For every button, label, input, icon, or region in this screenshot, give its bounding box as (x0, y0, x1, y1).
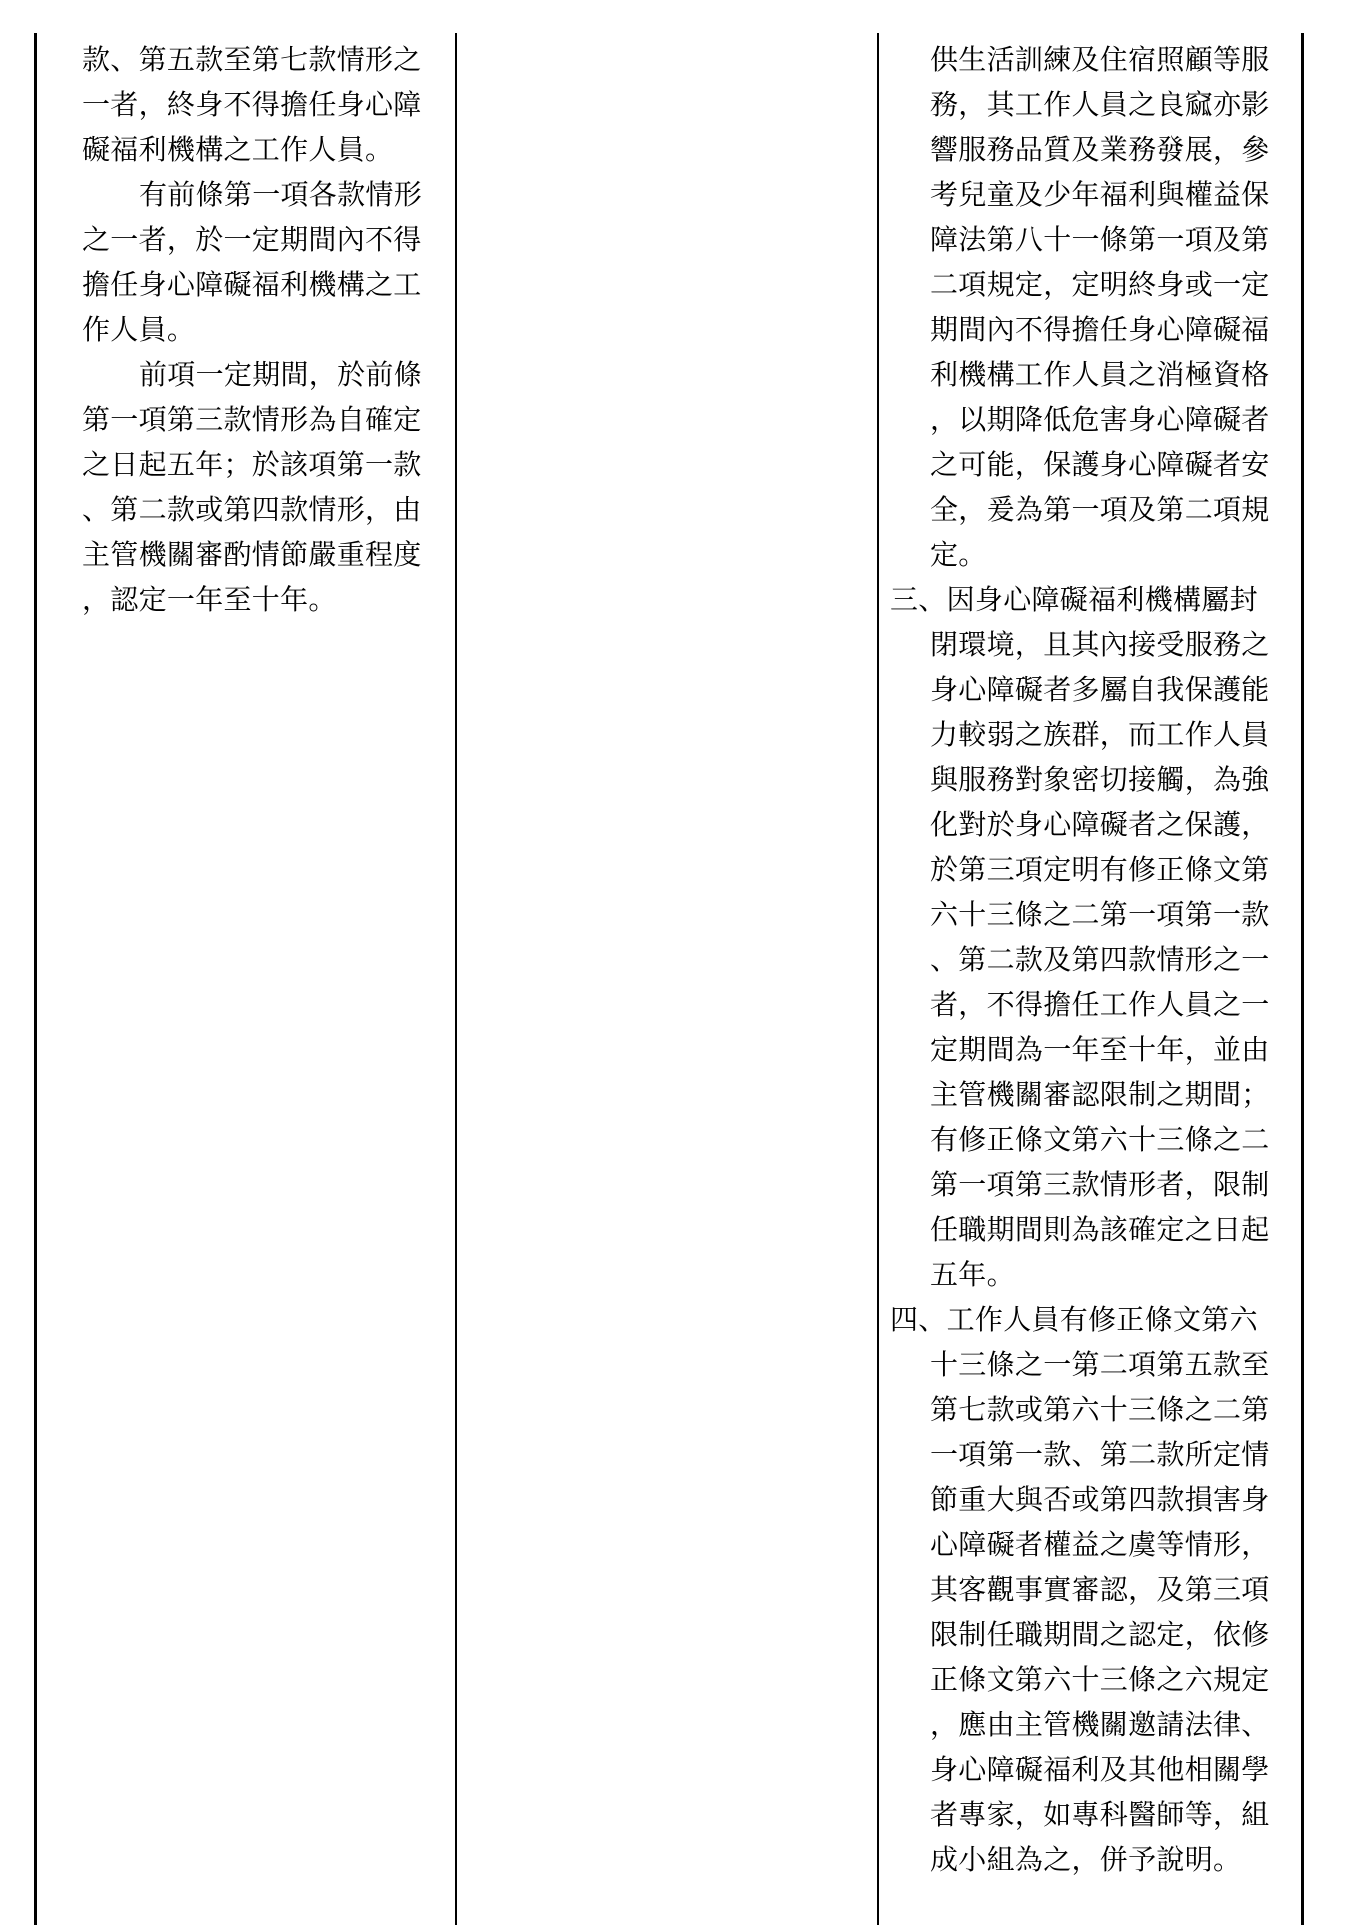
text-line: 其客觀事實審認，及第三項 (930, 1573, 1270, 1606)
text-line: 力較弱之族群，而工作人員 (930, 718, 1270, 751)
text-line: 擔任身心障礙福利機構之工 (82, 268, 422, 301)
text-line: 響服務品質及業務發展，參 (930, 133, 1270, 166)
text-line: 之可能，保護身心障礙者安 (930, 448, 1270, 481)
text-line: ，以期降低危害身心障礙者 (930, 403, 1270, 436)
text-line: ，認定一年至十年。 (82, 583, 337, 616)
text-line: 之一者，於一定期間內不得 (82, 223, 422, 256)
text-line: 主管機關審認限制之期間； (930, 1078, 1270, 1111)
text-line: 有修正條文第六十三條之二 (930, 1123, 1270, 1156)
text-line: 利機構工作人員之消極資格 (930, 358, 1270, 391)
text-line: ，應由主管機關邀請法律、 (930, 1708, 1270, 1741)
text-line: 十三條之一第二項第五款至 (930, 1348, 1270, 1381)
list-item-3-head: 三、因身心障礙福利機構屬封 (890, 583, 1258, 616)
text-line: 務，其工作人員之良窳亦影 (930, 88, 1270, 121)
text-line: 者，不得擔任工作人員之一 (930, 988, 1270, 1021)
text-line: 第一項第三款情形為自確定 (82, 403, 422, 436)
text-line: 與服務對象密切接觸，為強 (930, 763, 1270, 796)
text-line: 礙福利機構之工作人員。 (82, 133, 394, 166)
column-divider-1 (455, 33, 457, 1925)
explanation-column (890, 37, 1290, 1882)
text-line: 正條文第六十三條之六規定 (930, 1663, 1270, 1696)
text-line: 五年。 (930, 1258, 1015, 1291)
text-line: 定期間為一年至十年，並由 (930, 1033, 1270, 1066)
text-line: 身心障礙者多屬自我保護能 (930, 673, 1270, 706)
text-line: 心障礙者權益之虞等情形， (930, 1528, 1270, 1561)
text-line: 第七款或第六十三條之二第 (930, 1393, 1270, 1426)
text-line: 節重大與否或第四款損害身 (930, 1483, 1270, 1516)
text-line: 成小組為之，併予說明。 (930, 1843, 1242, 1876)
text-line: 六十三條之二第一項第一款 (930, 898, 1270, 931)
text-line: 全，爰為第一項及第二項規 (930, 493, 1270, 526)
column-divider-2 (877, 33, 879, 1925)
text-line: 款、第五款至第七款情形之 (82, 43, 422, 76)
text-line: 考兒童及少年福利與權益保 (930, 178, 1270, 211)
paragraph-start-line: 有前條第一項各款情形 (139, 178, 423, 211)
list-item-4-head: 四、工作人員有修正條文第六 (890, 1303, 1258, 1336)
table-border-right (1301, 33, 1304, 1925)
text-line: 限制任職期間之認定，依修 (930, 1618, 1270, 1651)
table-border-left (34, 33, 37, 1925)
text-line: 主管機關審酌情節嚴重程度 (82, 538, 422, 571)
text-line: 定。 (930, 538, 987, 571)
text-line: 障法第八十一條第一項及第 (930, 223, 1270, 256)
text-line: 於第三項定明有修正條文第 (930, 853, 1270, 886)
text-line: 一項第一款、第二款所定情 (930, 1438, 1270, 1471)
text-line: 閉環境，且其內接受服務之 (930, 628, 1270, 661)
text-line: 、第二款及第四款情形之一 (930, 943, 1270, 976)
text-line: 、第二款或第四款情形，由 (82, 493, 422, 526)
text-line: 一者，終身不得擔任身心障 (82, 88, 422, 121)
paragraph-start-line: 前項一定期間，於前條 (139, 358, 423, 391)
text-line: 期間內不得擔任身心障礙福 (930, 313, 1270, 346)
text-line: 者專家，如專科醫師等，組 (930, 1798, 1270, 1831)
text-line: 作人員。 (82, 313, 196, 346)
amended-text-column (82, 37, 452, 622)
text-line: 第一項第三款情形者，限制 (930, 1168, 1270, 1201)
text-line: 之日起五年；於該項第一款 (82, 448, 422, 481)
text-line: 供生活訓練及住宿照顧等服 (930, 43, 1270, 76)
text-line: 任職期間則為該確定之日起 (930, 1213, 1270, 1246)
text-line: 身心障礙福利及其他相關學 (930, 1753, 1270, 1786)
text-line: 化對於身心障礙者之保護， (930, 808, 1270, 841)
text-line: 二項規定，定明終身或一定 (930, 268, 1270, 301)
